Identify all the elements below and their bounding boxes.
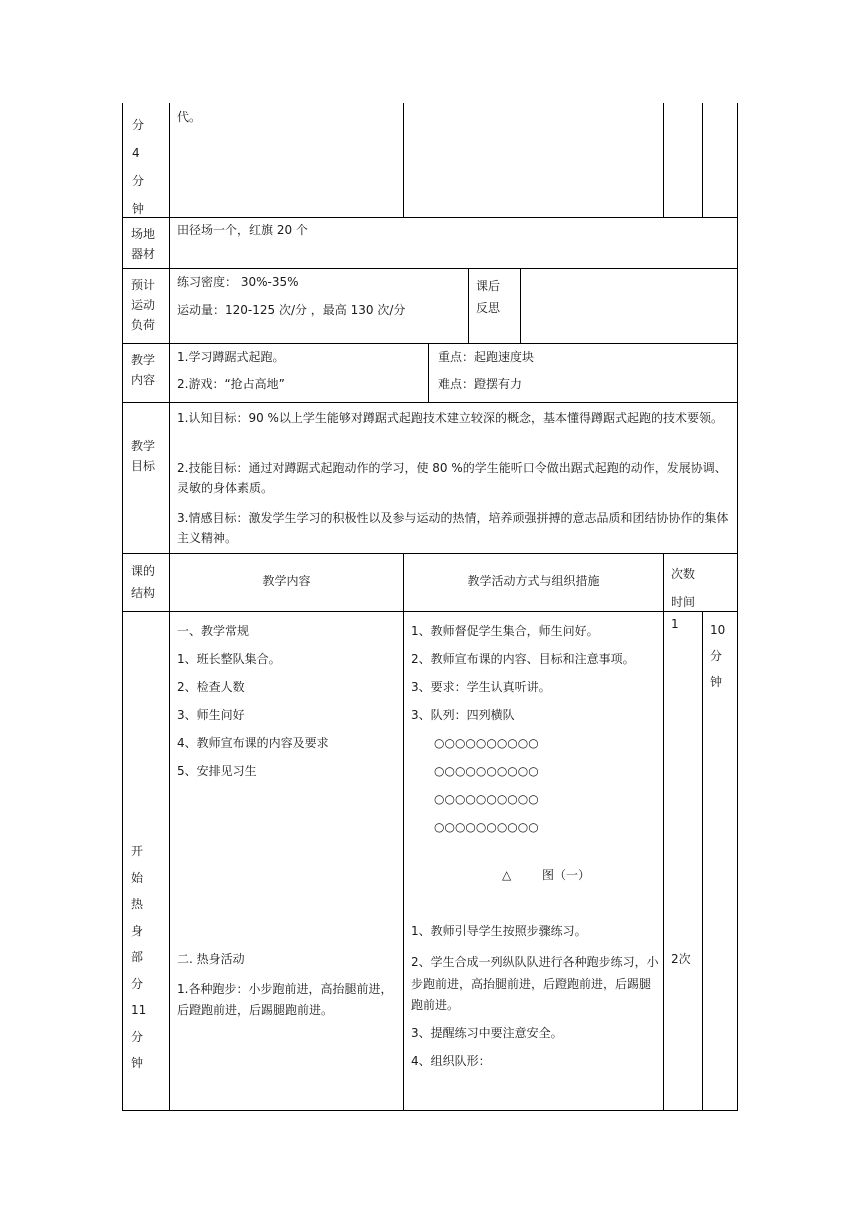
- label-char: 开: [131, 844, 144, 858]
- row-divider: [122, 268, 738, 269]
- label-line: 次数: [671, 567, 696, 581]
- label-line: 器材: [131, 247, 156, 261]
- label-char: 热: [131, 897, 144, 911]
- label-char: 钟: [132, 202, 145, 216]
- label-line: 运动: [131, 298, 156, 312]
- warmup-activity: 3、提醒练习中要注意安全。: [411, 1026, 563, 1040]
- count-value: 1: [671, 617, 679, 631]
- label-char: 分: [131, 1029, 144, 1044]
- list-item: 3、师生问好: [177, 708, 245, 722]
- structure-header: [131, 560, 155, 604]
- goals-label: [131, 436, 155, 476]
- formation-row: ○○○○○○○○○○: [434, 820, 539, 834]
- activities-header: 教学活动方式与组织措施: [467, 574, 600, 588]
- row-divider: [122, 1110, 738, 1111]
- label-line: 课后: [476, 279, 501, 293]
- col-divider: [169, 103, 170, 1111]
- label-line: 负荷: [131, 318, 156, 332]
- col-divider: [663, 103, 664, 217]
- label-line: 时间: [671, 595, 696, 609]
- list-item: 1、班长整队集合。: [177, 652, 281, 666]
- content-item: 1.学习蹲踞式起跑。: [177, 350, 285, 364]
- col-divider: [520, 268, 521, 343]
- label-line: 课的: [131, 564, 156, 578]
- venue-label: [131, 224, 155, 264]
- col-divider: [702, 103, 703, 217]
- label-char: 钟: [131, 1056, 144, 1070]
- label-char: 分: [132, 118, 145, 132]
- label-line: 反思: [476, 301, 501, 315]
- row-divider: [122, 343, 738, 344]
- list-item: 5、安排见习生: [177, 764, 257, 778]
- col-divider: [428, 343, 429, 402]
- table-border: [122, 103, 123, 1111]
- time-line: 10: [710, 623, 726, 637]
- label-line: 内容: [131, 373, 156, 387]
- formation-row: ○○○○○○○○○○: [434, 792, 539, 806]
- teacher-triangle-icon: △: [502, 868, 512, 882]
- list-item: 一、教学常规: [177, 624, 250, 638]
- warmup-activity: 4、组织队形：: [411, 1054, 491, 1068]
- goal-cognitive: 1.认知目标：90 %以上学生能够对蹲踞式起跑技术建立较深的概念，基本懂得蹲踞式起跑的技术要领。: [177, 411, 723, 425]
- row-divider: [122, 402, 738, 403]
- list-item: 2、检查人数: [177, 680, 245, 694]
- col-divider: [702, 611, 703, 1110]
- figure-caption: 图（一）: [542, 868, 591, 882]
- label-char: 始: [131, 870, 144, 885]
- prev-section-label: [132, 111, 144, 223]
- label-line: 结构: [131, 586, 156, 600]
- routine-activities: [411, 617, 635, 729]
- label-char: 分: [132, 174, 145, 188]
- exercise-volume: 运动量：120-125 次/分 ，最高 130 次/分: [177, 303, 406, 317]
- col-divider: [403, 103, 404, 217]
- content-item: 2.游戏：“抢占高地”: [177, 377, 285, 391]
- col-divider: [468, 268, 469, 343]
- list-item: 4、教师宣布课的内容及要求: [177, 736, 329, 750]
- list-item: 3、要求：学生认真听讲。: [411, 680, 551, 694]
- warmup-activity: 1、教师引导学生按照步骤练习。: [411, 924, 587, 938]
- list-item: 3、队列：四列横队: [411, 708, 515, 722]
- col-divider: [403, 553, 404, 1110]
- warmup-activity: 2、学生合成一列纵队队进行各种跑步练习，小步跑前进，高抬腿前进，后蹬跑前进，后踢腿跑前进。: [411, 955, 659, 1012]
- section-label: [131, 838, 146, 1077]
- label-line: 教学: [131, 353, 156, 367]
- label-line: 目标: [131, 459, 156, 473]
- routine-list: [177, 617, 329, 785]
- practice-density: 练习密度： 30%-35%: [177, 275, 299, 289]
- time-line: 钟: [710, 675, 723, 689]
- label-line: 场地: [131, 227, 156, 241]
- list-item: 2、教师宣布课的内容、目标和注意事项。: [411, 652, 635, 666]
- formation-diagram: [434, 729, 539, 841]
- label-char: 身: [131, 923, 144, 938]
- list-item: 1、教师督促学生集合，师生问好。: [411, 624, 599, 638]
- time-line: 分: [710, 649, 723, 663]
- formation-row: ○○○○○○○○○○: [434, 736, 539, 750]
- label-char: 分: [131, 976, 144, 991]
- row-divider: [122, 217, 738, 218]
- label-char: 部: [131, 950, 144, 964]
- col-divider: [663, 553, 664, 1110]
- label-char: 4: [132, 146, 140, 160]
- count-time-header: [671, 560, 695, 616]
- label-char: 11: [131, 1003, 147, 1017]
- reflection-label: [476, 275, 500, 319]
- label-line: 预计: [131, 278, 156, 292]
- content-header: 教学内容: [262, 574, 311, 588]
- goal-affective: 3.情感目标：激发学生学习的积极性以及参与运动的热情，培养顽强拼搏的意志品质和团结协协作的集体主义精神。: [177, 511, 729, 545]
- table-border: [737, 103, 738, 1111]
- row-divider: [122, 611, 738, 612]
- prev-section-content: 代。: [177, 110, 202, 124]
- key-point: 重点：起跑速度块: [438, 350, 535, 364]
- formation-row: ○○○○○○○○○○: [434, 764, 539, 778]
- time-value: [710, 617, 725, 695]
- warmup-title: 二. 热身活动: [177, 952, 245, 966]
- count-value: 2次: [671, 952, 691, 966]
- content-label: [131, 350, 155, 390]
- warmup-body: 1.各种跑步：小步跑前进，高抬腿前进，后蹬跑前进，后踢腿跑前进。: [177, 982, 393, 1017]
- label-line: 教学: [131, 439, 156, 453]
- row-divider: [122, 553, 738, 554]
- venue-value: 田径场一个，红旗 20 个: [177, 223, 308, 237]
- difficulty-point: 难点：蹬摆有力: [438, 377, 523, 391]
- goal-skill: 2.技能目标：通过对蹲踞式起跑动作的学习，使 80 %的学生能听口令做出踞式起跑的动作，发展协调、灵敏的身体素质。: [177, 461, 727, 495]
- load-label: [131, 275, 155, 335]
